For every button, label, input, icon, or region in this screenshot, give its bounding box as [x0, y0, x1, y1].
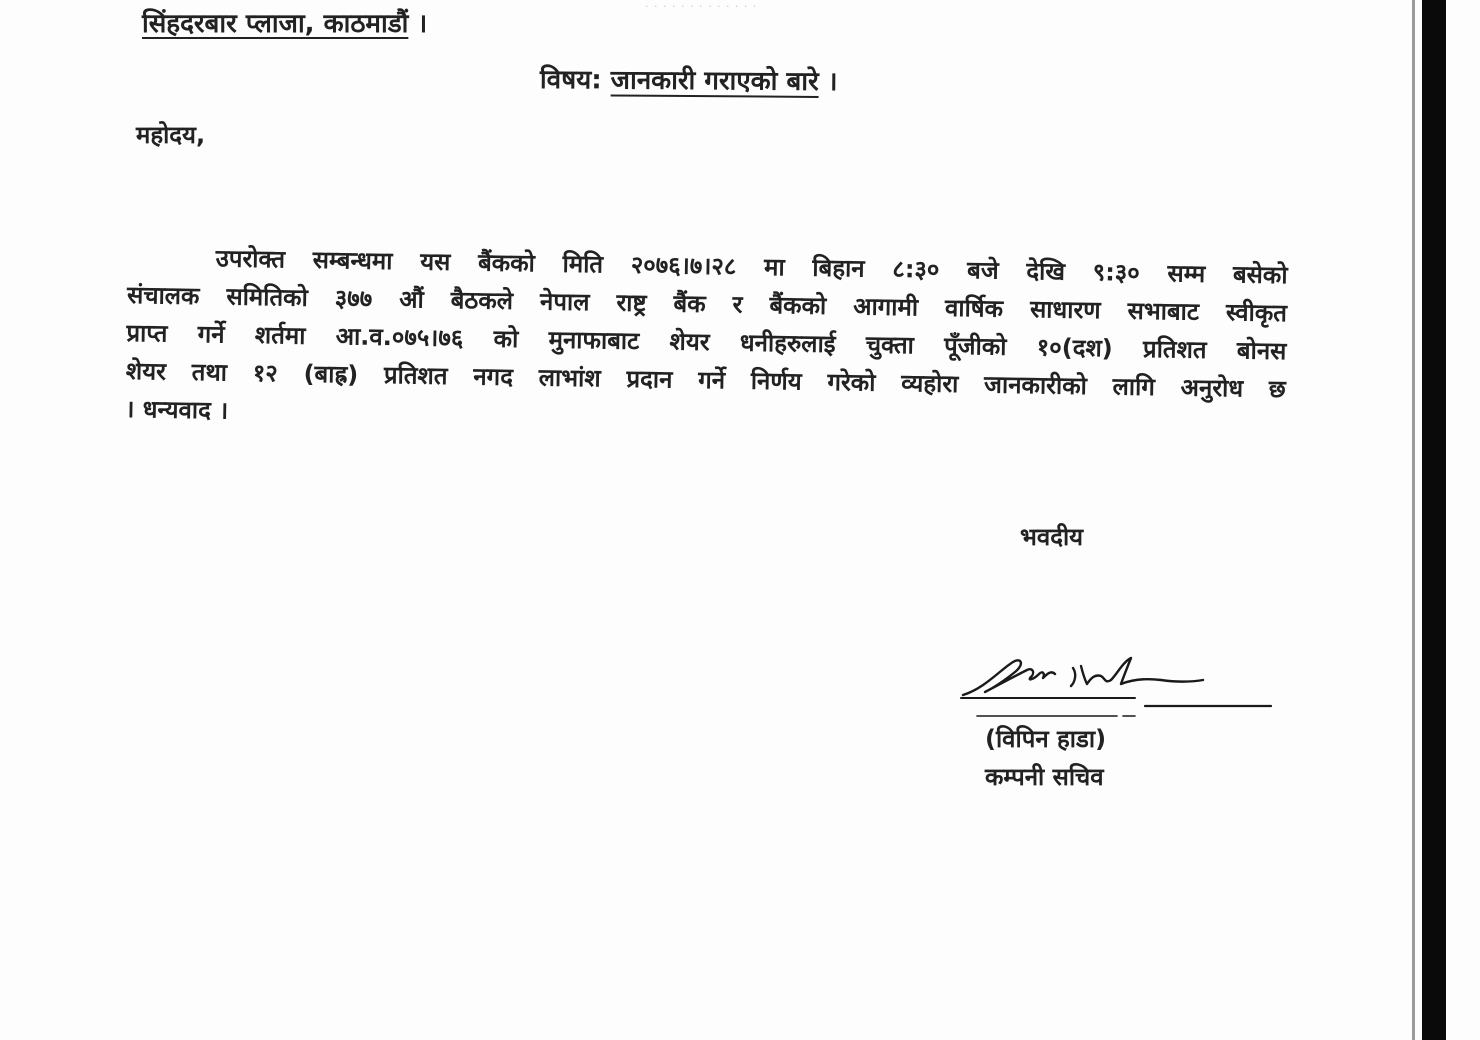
body-line: उपरोक्त सम्बन्धमा यस बैंकको मिति २०७६।७।२८ मा बिहान ८:३० बजे देखि ९:३० सम्म बसेको: [215, 244, 1288, 290]
recipient-address: [142, 4, 427, 40]
closing-phrase: भवदीय: [1020, 523, 1084, 551]
signer-name: (विपिन हाडा): [985, 725, 1107, 753]
subject-line: [540, 60, 838, 98]
body-line: । धन्यवाद ।: [125, 394, 229, 425]
body-line: शेयर तथा १२ (बाह्र) प्रतिशत नगद लाभांश प्रदान गर्ने निर्णय गरेको व्यहोरा जानकारीको लागि अनुरोध छ: [125, 356, 1286, 404]
body-line: संचालक समितिको ३७७ औं बैठकले नेपाल राष्ट्र बैंक र बैंकको आगामी वार्षिक साधारण सभाबाट स्वीकृत: [126, 280, 1288, 328]
faded-header-stamp: · · · · · · · · · · · · ·: [645, 0, 758, 13]
scan-edge-shadow: [1412, 0, 1415, 1040]
subject-end-mark: ।: [818, 66, 838, 98]
address-line: सिंहदरबार प्लाजा, काठमाडौं: [142, 9, 409, 39]
salutation: महोदय,: [136, 121, 206, 149]
signer-title: कम्पनी सचिव: [985, 763, 1104, 791]
scan-edge-bar: [1422, 0, 1446, 1040]
body-line: प्राप्त गर्ने शर्तमा आ.व.०७५।७६ को मुनाफाबाट शेयर धनीहरुलाई चुक्ता पूँजीको १०(दश) प्रतिशत बोनस: [126, 318, 1287, 366]
handwritten-signature: [955, 640, 1275, 720]
subject-text: जानकारी गराएको बारे: [610, 65, 819, 97]
address-end-mark: ।: [408, 9, 428, 39]
subject-prefix: विषय:: [539, 65, 611, 96]
letter-body: [125, 238, 1288, 446]
